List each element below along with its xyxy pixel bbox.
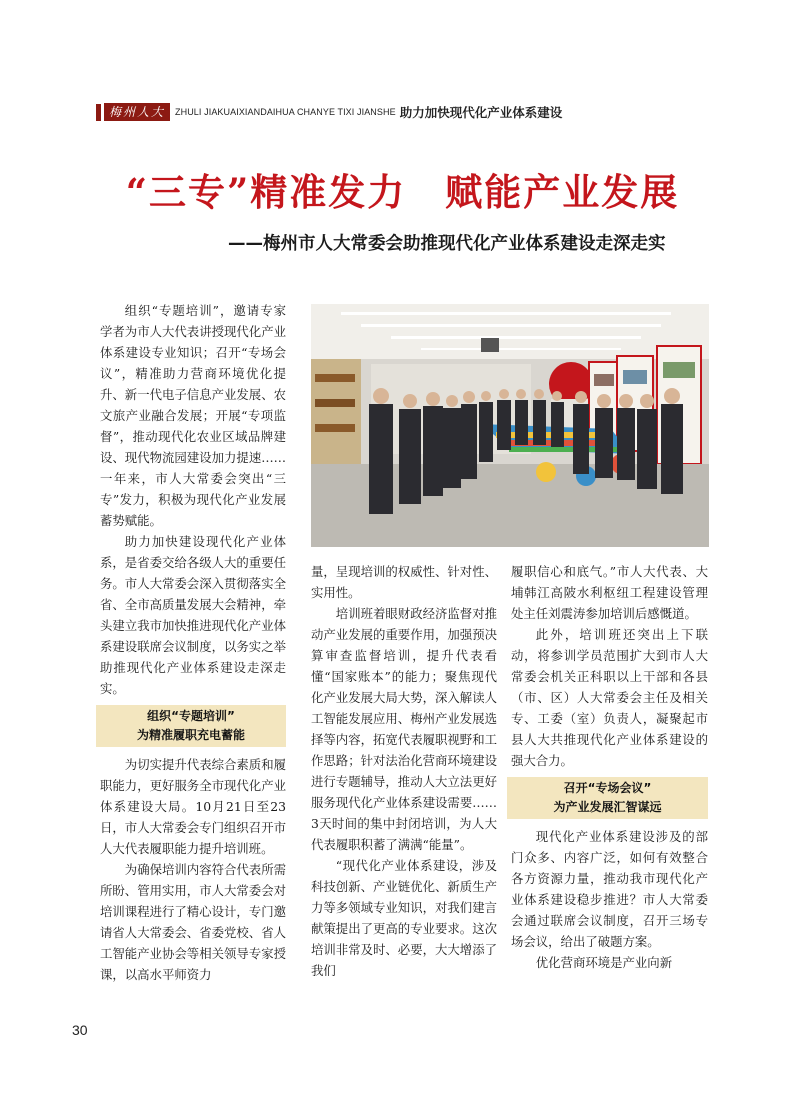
section-heading-line: 为产业发展汇智谋远	[553, 800, 662, 814]
header-badge: 梅州人大	[104, 103, 170, 121]
paragraph: “现代化产业体系建设，涉及科技创新、产业链优化、新质生产力等多领域专业知识，对我们建言献策提出了更高的专业要求。这次培训非常及时、必要，大大增添了我们	[311, 858, 497, 978]
paragraph: 量，呈现培训的权威性、针对性、实用性。	[311, 564, 497, 600]
text-column-3	[511, 561, 708, 973]
section-heading-line: 组织“专题培训”	[147, 709, 235, 723]
page-number: 30	[72, 1022, 88, 1038]
article-title: “三专”精准发力 赋能产业发展	[125, 170, 680, 214]
text-column-2	[311, 561, 497, 981]
section-heading-line: 为精准履职充电蓄能	[136, 728, 245, 742]
running-header	[96, 103, 562, 121]
paragraph: 为切实提升代表综合素质和履职能力，更好服务全市现代化产业体系建设大局。10月21日至23日，市人大常委会专门组织召开市人大代表履职能力提升培训班。	[100, 757, 286, 856]
paragraph: 助力加快建设现代化产业体系，是省委交给各级人大的重要任务。市人大常委会深入贯彻落实全省、全市高质量发展大会精神，牵头建立我市加快推进现代化产业体系建设联席会议制度，以务实之举助推现代化产业体系建设走深走实。	[100, 534, 286, 696]
paragraph: 履职信心和底气。”市人大代表、大埔韩江高陂水利枢纽工程建设管理处主任刘震涛参加培训后感慨道。	[511, 564, 708, 621]
paragraph: 优化营商环境是产业向新	[535, 955, 673, 970]
meeting-room-photo	[311, 304, 709, 547]
header-pinyin: ZHULI JIAKUAIXIANDAIHUA CHANYE TIXI JIANSHE	[175, 107, 396, 117]
header-title: 助力加快现代化产业体系建设	[399, 105, 563, 120]
section-heading-training	[96, 705, 286, 747]
paragraph: 为确保培训内容符合代表所需所盼、管用实用，市人大常委会对培训课程进行了精心设计，专门邀请省人大常委会、省委党校、省人工智能产业协会等相关领导专家授课，以高水平师资力	[100, 862, 286, 982]
section-heading-meeting	[507, 777, 708, 819]
section-heading-line: 召开“专场会议”	[563, 781, 652, 795]
paragraph: 培训班着眼财政经济监督对推动产业发展的重要作用，加强预决算审查监督培训，提升代表看懂“国家账本”的能力；聚焦现代化产业发展大局大势，深入解读人工智能发展应用、梅州产业发展选择等内容，拓宽代表履职视野和工作思路；针对法治化营商环境建设进行专题辅导，推动人大立法更好服务现代化产业体系建设需要……3天时间的集中封闭培训，为人大代表履职积蓄了满满“能量”。	[311, 606, 497, 852]
header-marker	[96, 104, 101, 121]
paragraph: 组织“专题培训”，邀请专家学者为市人大代表讲授现代化产业体系建设专业知识；召开“专场会议”，精准助力营商环境优化提升、新一代电子信息产业发展、农文旅产业融合发展；开展“专项监督”，推动现代化农业区域品牌建设、现代物流园建设加力提速……一年来，市人大常委会突出“三专”发力，积极为现代化产业发展蓄势赋能。	[100, 303, 286, 528]
paragraph: 此外，培训班还突出上下联动，将参训学员范围扩大到市人大常委会机关正科职以上干部和各县（市、区）人大常委会主任及相关专、工委（室）负责人，凝聚起市县人大共推现代化产业体系建设的强大合力。	[511, 627, 708, 768]
text-column-1	[100, 300, 286, 985]
article-subtitle: ——梅州市人大常委会助推现代化产业体系建设走深走实	[228, 234, 666, 254]
paragraph: 现代化产业体系建设涉及的部门众多、内容广泛，如何有效整合各方资源力量，推动我市现代化产业体系建设稳步推进？市人大常委会通过联席会议制度，召开三场专场会议，给出了破题方案。	[511, 829, 708, 949]
